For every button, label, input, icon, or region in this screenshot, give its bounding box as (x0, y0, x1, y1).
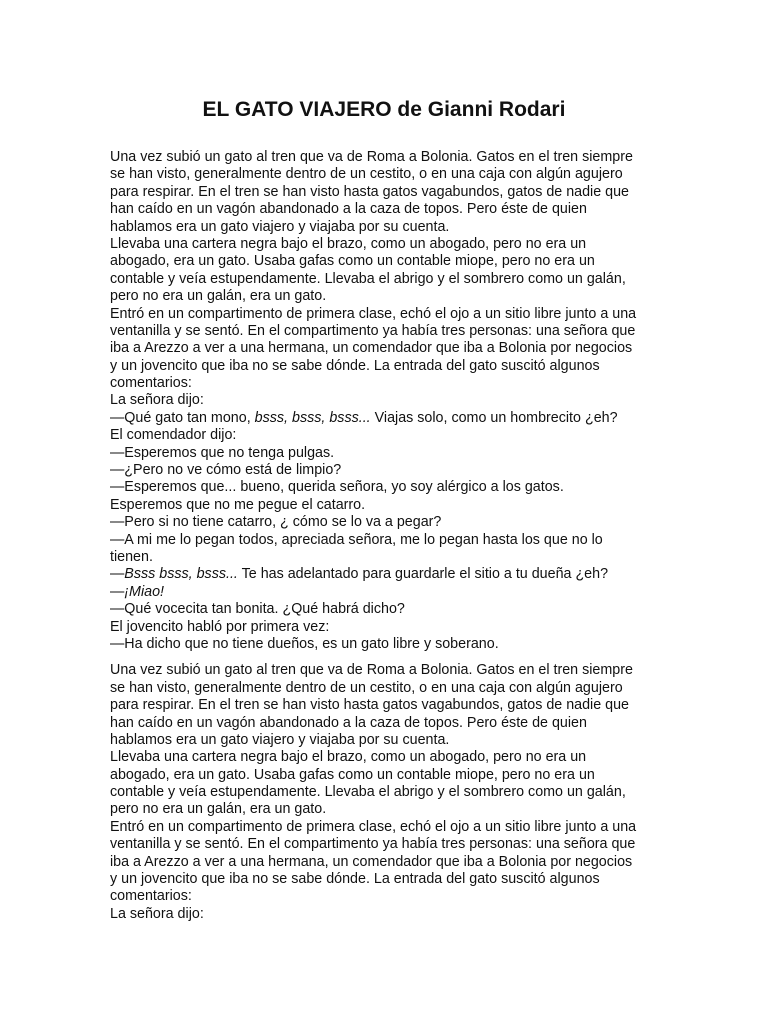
text-line (110, 201, 670, 218)
text-line (110, 149, 670, 166)
text-segment: comentarios: (110, 888, 192, 905)
text-line (110, 410, 670, 427)
text-segment: hablamos era un gato viajero y viajaba por su cuenta. (110, 731, 450, 748)
text-segment: —¿Pero no ve cómo está de limpio? (110, 462, 342, 479)
text-segment: —Esperemos que... bueno, querida señora, yo soy alérgico a los gatos. (110, 479, 564, 496)
text-line (110, 358, 670, 375)
text-segment: iba a Arezzo a ver a una hermana, un comendador que iba a Bolonia por negocios (110, 853, 633, 870)
text-line (110, 619, 670, 636)
text-line (110, 236, 670, 253)
text-segment: para respirar. En el tren se han visto hasta gatos vagabundos, gatos de nadie que (110, 697, 630, 714)
text-line (110, 601, 670, 618)
text-segment: iba a Arezzo a ver a una hermana, un comendador que iba a Bolonia por negocios (110, 340, 633, 357)
text-line (110, 871, 670, 888)
text-segment: para respirar. En el tren se han visto hasta gatos vagabundos, gatos de nadie que (110, 183, 630, 200)
text-line (110, 340, 670, 357)
text-segment: —Pero si no tiene catarro, ¿ cómo se lo va a pegar? (110, 514, 442, 531)
text-line (110, 375, 670, 392)
text-line (110, 819, 670, 836)
text-line (110, 801, 670, 818)
text-line (110, 549, 670, 566)
text-segment: han caído en un vagón abandonado a la caza de topos. Pero éste de quien (110, 714, 587, 731)
text-segment: Una vez subió un gato al tren que va de Roma a Bolonia. Gatos en el tren siempre (110, 149, 633, 165)
text-line (110, 219, 670, 236)
text-segment: ventanilla y se sentó. En el compartimento ya había tres personas: una señora que (110, 322, 636, 339)
text-segment: hablamos era un gato viajero y viajaba por su cuenta. (110, 218, 450, 235)
text-segment: Esperemos que no me pegue el catarro. (110, 496, 366, 513)
text-segment: se han visto, generalmente dentro de un cestito, o en una caja con algún agujero (110, 166, 623, 183)
text-segment: — (110, 583, 125, 600)
text-line (110, 854, 670, 871)
text-segment: tienen. (110, 548, 153, 565)
text-line (110, 836, 670, 853)
italic-text: ¡Miao! (124, 583, 165, 600)
text-line (110, 888, 670, 905)
text-segment: El jovencito habló por primera vez: (110, 618, 330, 635)
text-segment: y un jovencito que iba no se sabe dónde. La entrada del gato suscitó algunos (110, 871, 600, 888)
text-line (110, 584, 670, 601)
text-line (110, 253, 670, 270)
text-segment: —A mi me lo pegan todos, apreciada señora, me lo pegan hasta los que no lo (110, 531, 603, 548)
text-segment: pero no era un galán, era un gato. (110, 288, 327, 305)
text-line (110, 288, 670, 305)
text-segment: Te has adelantado para guardarle el sitio a tu dueña ¿eh? (237, 566, 609, 583)
text-line (110, 427, 670, 444)
text-segment: abogado, era un gato. Usaba gafas como un contable miope, pero no era un (110, 253, 595, 270)
text-line (110, 749, 670, 766)
text-line (110, 636, 670, 653)
text-segment: han caído en un vagón abandonado a la caza de topos. Pero éste de quien (110, 201, 587, 218)
text-segment: Viajas solo, como un hombrecito ¿eh? (370, 409, 618, 426)
text-segment: Una vez subió un gato al tren que va de Roma a Bolonia. Gatos en el tren siempre (110, 662, 633, 679)
text-line (110, 767, 670, 784)
text-segment: contable y veía estupendamente. Llevaba el abrigo y el sombrero como un galán, (110, 784, 626, 801)
text-line (110, 479, 670, 496)
text-line (110, 566, 670, 583)
text-line (110, 680, 670, 697)
text-line (110, 662, 670, 679)
text-segment: — (110, 566, 125, 583)
text-line (110, 306, 670, 323)
text-segment: Llevaba una cartera negra bajo el brazo, como un abogado, pero no era un (110, 749, 587, 766)
text-segment: comentarios: (110, 375, 192, 392)
text-segment: —Ha dicho que no tiene dueños, es un gato libre y soberano. (110, 635, 499, 652)
text-line (110, 166, 670, 183)
text-segment: Llevaba una cartera negra bajo el brazo, como un abogado, pero no era un (110, 235, 587, 252)
text-line (110, 532, 670, 549)
text-segment: abogado, era un gato. Usaba gafas como un contable miope, pero no era un (110, 766, 595, 783)
text-segment: —Qué vocecita tan bonita. ¿Qué habrá dicho? (110, 601, 405, 618)
italic-text: Bsss bsss, bsss... (124, 566, 238, 583)
document-body (110, 149, 670, 932)
text-line (110, 906, 670, 923)
text-line (110, 323, 670, 340)
text-segment: se han visto, generalmente dentro de un cestito, o en una caja con algún agujero (110, 679, 623, 696)
text-segment: La señora dijo: (110, 905, 204, 922)
text-line (110, 462, 670, 479)
text-segment: —Qué gato tan mono, (110, 409, 255, 426)
text-segment: Entró en un compartimento de primera clase, echó el ojo a un sitio libre junto a una (110, 305, 637, 322)
text-segment: pero no era un galán, era un gato. (110, 801, 327, 818)
italic-text: bsss, bsss, bsss... (254, 409, 371, 426)
text-line (110, 697, 670, 714)
text-block-1 (110, 149, 670, 653)
text-segment: —Esperemos que no tenga pulgas. (110, 444, 335, 461)
text-segment: La señora dijo: (110, 392, 204, 409)
text-segment: y un jovencito que iba no se sabe dónde. La entrada del gato suscitó algunos (110, 357, 600, 374)
text-line (110, 445, 670, 462)
document-title: EL GATO VIAJERO de Gianni Rodari (202, 98, 566, 121)
text-line (110, 392, 670, 409)
text-block-2 (110, 662, 670, 923)
text-line (110, 184, 670, 201)
text-segment: Entró en un compartimento de primera clase, echó el ojo a un sitio libre junto a una (110, 818, 637, 835)
text-segment: El comendador dijo: (110, 427, 237, 444)
text-line (110, 715, 670, 732)
text-line (110, 497, 670, 514)
text-segment: ventanilla y se sentó. En el compartimento ya había tres personas: una señora que (110, 836, 636, 853)
text-line (110, 732, 670, 749)
text-segment: contable y veía estupendamente. Llevaba el abrigo y el sombrero como un galán, (110, 270, 626, 287)
text-line (110, 271, 670, 288)
text-line (110, 514, 670, 531)
text-line (110, 784, 670, 801)
